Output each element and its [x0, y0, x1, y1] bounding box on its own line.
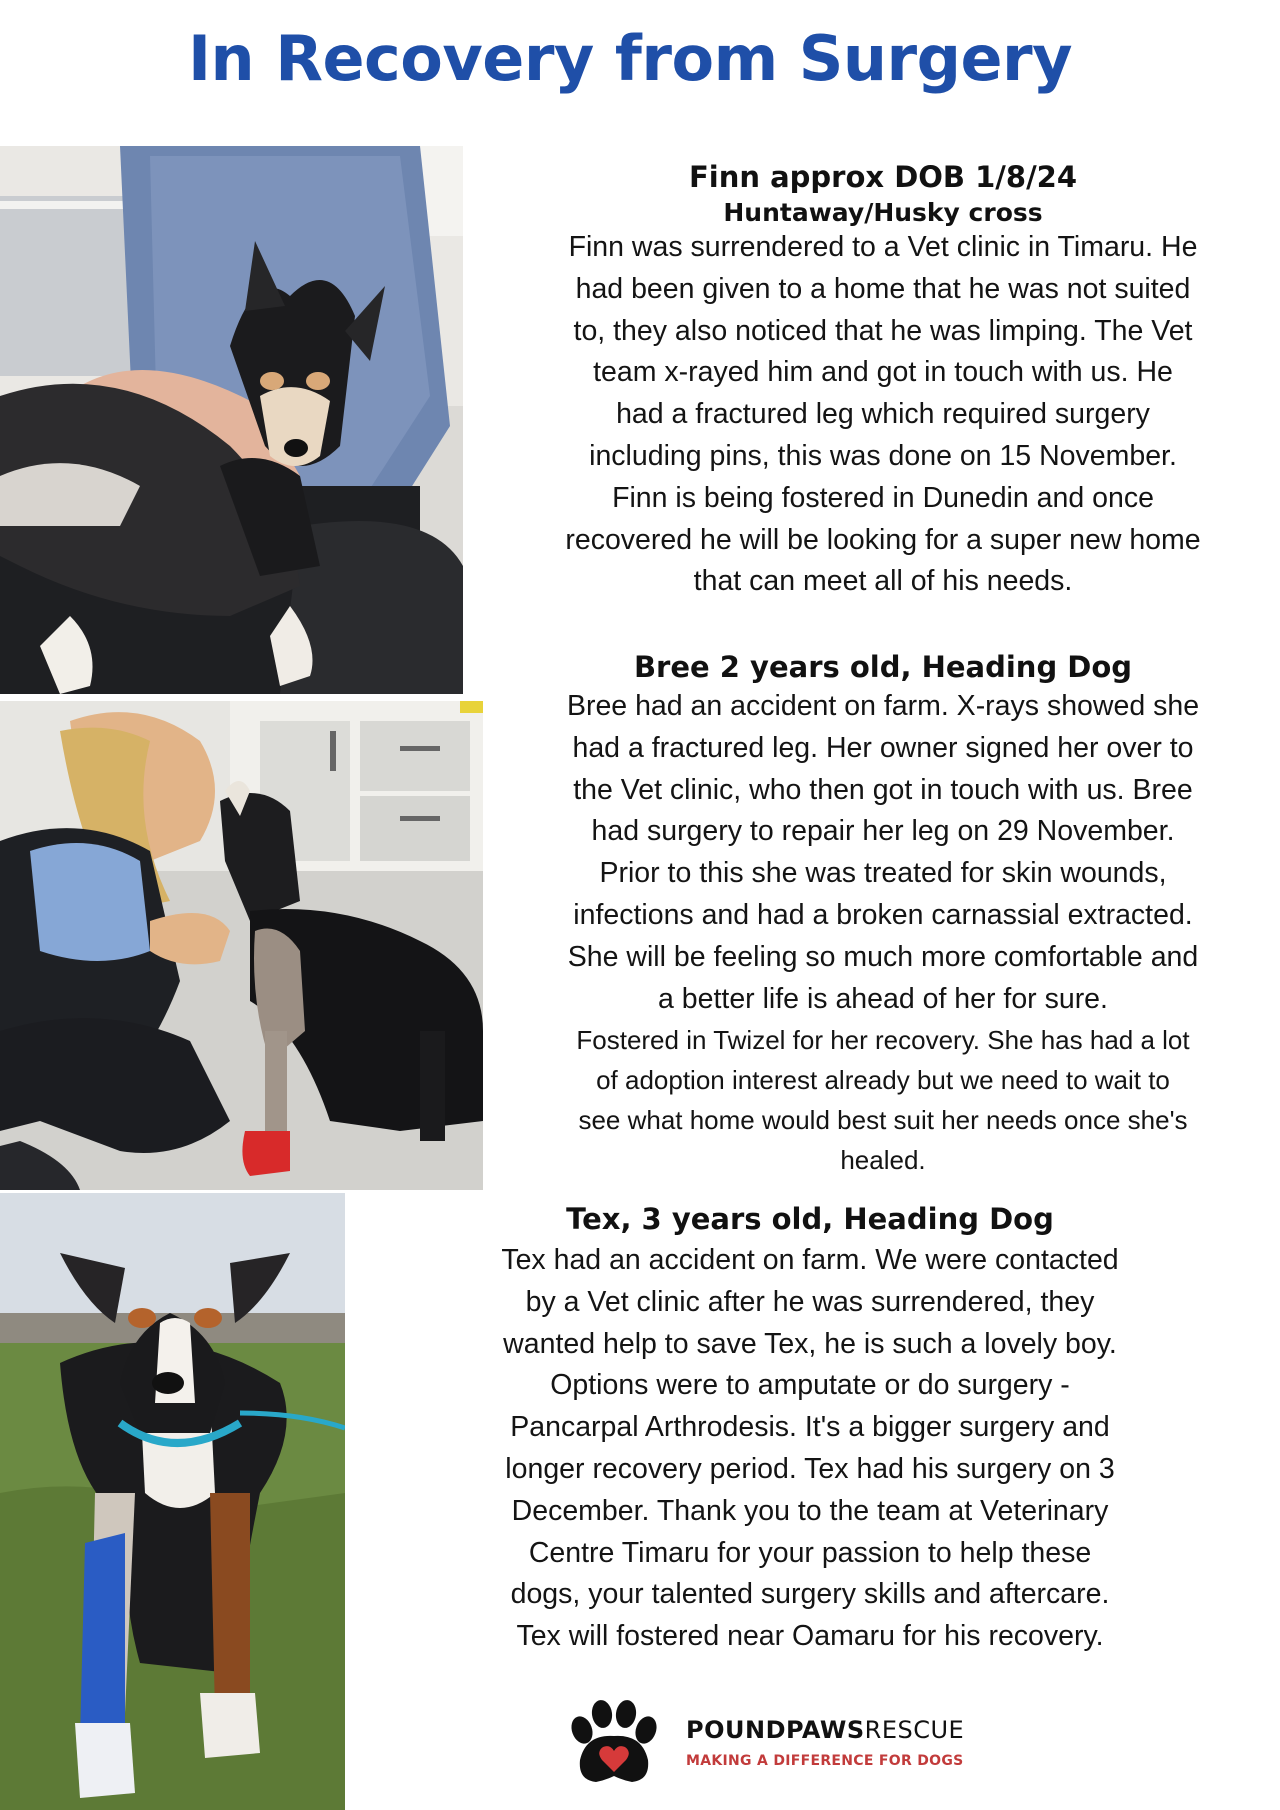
tex-heading: Tex, 3 years old, Heading Dog [566, 1202, 1054, 1236]
text-line: including pins, this was done on 15 November. [589, 439, 1177, 472]
finn-section [498, 160, 1268, 603]
tex-section [430, 1202, 1190, 1658]
text-line: healed. [840, 1145, 926, 1176]
bree-foster-note [498, 1020, 1268, 1180]
tex-description [430, 1240, 1190, 1658]
text-line: dogs, your talented surgery skills and aftercare. [510, 1578, 1110, 1611]
text-line: see what home would best suit her needs once she's [578, 1105, 1188, 1136]
logo-tagline: MAKING A DIFFERENCE FOR DOGS [686, 1753, 964, 1769]
finn-photo [0, 146, 463, 694]
text-line: that can meet all of his needs. [693, 565, 1073, 598]
text-line: infections and had a broken carnassial extracted. [573, 898, 1193, 931]
text-line: a better life is ahead of her for sure. [658, 982, 1108, 1015]
text-line: of adoption interest already but we need to wait to [596, 1065, 1170, 1096]
text-line: had surgery to repair her leg on 29 November. [591, 815, 1175, 848]
page-title: In Recovery from Surgery [187, 22, 1073, 95]
text-line: had a fractured leg which required surgery [616, 398, 1150, 431]
text-line: had a fractured leg. Her owner signed her over to [572, 731, 1194, 764]
text-line: She will be feeling so much more comfortable and [567, 940, 1199, 973]
bree-heading: Bree 2 years old, Heading Dog [633, 650, 1133, 684]
text-line: Pancarpal Arthrodesis. It's a bigger surgery and [510, 1411, 1110, 1444]
text-line: wanted help to save Tex, he is such a lovely boy. [503, 1327, 1117, 1360]
text-line: Bree had an accident on farm. X-rays showed she [566, 690, 1200, 722]
text-line: team x-rayed him and got in touch with us. He [593, 356, 1173, 389]
text-line: to, they also noticed that he was limping. The Vet [573, 314, 1193, 347]
text-line: recovered he will be looking for a super new home [565, 523, 1201, 556]
text-line: Options were to amputate or do surgery - [550, 1369, 1070, 1402]
text-line: by a Vet clinic after he was surrendered, they [525, 1285, 1095, 1318]
text-line: the Vet clinic, who then got in touch with us. Bree [573, 773, 1193, 806]
poundpaws-logo [562, 1700, 1002, 1780]
text-line: Tex will fostered near Oamaru for his recovery. [516, 1620, 1104, 1653]
bree-section [498, 650, 1268, 1180]
paw-heart-icon [562, 1700, 668, 1784]
text-line: had been given to a home that he was not suited [575, 272, 1191, 305]
bree-photo [0, 701, 483, 1190]
text-line: Fostered in Twizel for her recovery. She has had a lot [576, 1025, 1190, 1056]
text-line: Prior to this she was treated for skin wounds, [599, 857, 1167, 890]
tex-photo [0, 1193, 345, 1810]
text-line: longer recovery period. Tex had his surgery on 3 [505, 1452, 1115, 1485]
text-line: December. Thank you to the team at Veterinary [511, 1494, 1109, 1527]
bree-description [498, 686, 1268, 1020]
text-line: Finn was surrendered to a Vet clinic in Timaru. He [568, 231, 1198, 263]
text-line: Tex had an accident on farm. We were contacted [501, 1244, 1119, 1276]
text-line: Finn is being fostered in Dunedin and once [612, 481, 1154, 514]
finn-description [498, 227, 1268, 603]
finn-breed: Huntaway/Husky cross [723, 198, 1043, 227]
text-line: Centre Timaru for your passion to help these [528, 1536, 1092, 1569]
finn-heading: Finn approx DOB 1/8/24 [688, 160, 1078, 194]
logo-name: POUNDPAWSRESCUE [686, 1716, 965, 1744]
